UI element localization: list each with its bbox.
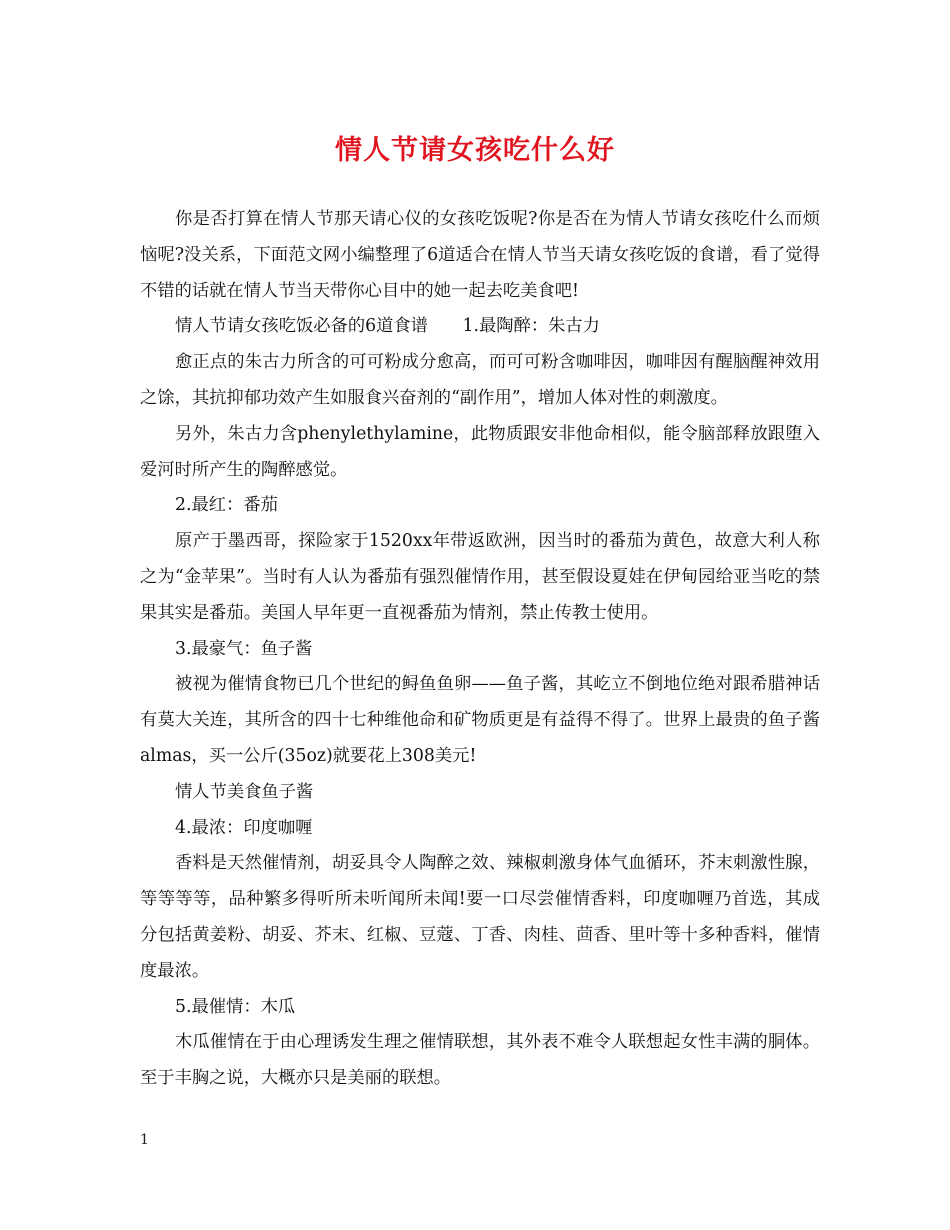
caption-caviar: 情人节美食鱼子酱 xyxy=(175,781,314,802)
heading-papaya: 5.最催情：木瓜 xyxy=(175,996,296,1017)
paragraph-chocolate-2: 另外，朱古力含phenylethylamine，此物质跟安非他命相似，能令脑部释放跟堕入爱河时所产生的陶醉感觉。 xyxy=(140,423,820,480)
heading-tomato: 2.最红：番茄 xyxy=(175,495,278,516)
paragraph-intro: 你是否打算在情人节那天请心仪的女孩吃饭呢?你是否在为情人节请女孩吃什么而烦恼呢?没关系，下面范文网小编整理了6道适合在情人节当天请女孩吃饭的食谱，看了觉得不错的话就在情人节当天带你心目中的她一起去吃美食吧! xyxy=(140,209,820,301)
paragraph-curry: 香料是天然催情剂，胡妥具令人陶醉之效、辣椒刺激身体气血循环，芥末刺激性腺，等等等等，品种繁多得听所未听闻所未闻!要一口尽尝催情香料，印度咖喱乃首选，其成分包括黄姜粉、胡妥、芥末、红椒、豆蔻、丁香、肉桂、茴香、里叶等十多种香料，催情度最浓。 xyxy=(140,853,820,981)
paragraph-tomato: 原产于墨西哥，探险家于1520xx年带返欧洲，因当时的番茄为黄色，故意大利人称之为“金苹果”。当时有人认为番茄有强烈催情作用，甚至假设夏娃在伊甸园给亚当吃的禁果其实是番茄。美国人早年更一直视番茄为情剂，禁止传教士使用。 xyxy=(140,531,820,623)
document-body xyxy=(140,202,820,1097)
paragraph-papaya: 木瓜催情在于由心理诱发生理之催情联想，其外表不难令人联想起女性丰满的胴体。至于丰胸之说，大概亦只是美丽的联想。 xyxy=(140,1032,820,1089)
heading-curry: 4.最浓：印度咖喱 xyxy=(175,817,313,838)
document-title: 情人节请女孩吃什么好 xyxy=(335,135,615,166)
heading-caviar: 3.最豪气：鱼子酱 xyxy=(175,638,313,659)
paragraph-recipes-heading: 情人节请女孩吃饭必备的6道食谱 1.最陶醉：朱古力 xyxy=(175,316,600,337)
paragraph-chocolate-1: 愈正点的朱古力所含的可可粉成分愈高，而可可粉含咖啡因，咖啡因有醒脑醒神效用之馀，其抗抑郁功效产生如服食兴奋剂的“副作用”，增加人体对性的刺激度。 xyxy=(140,352,820,408)
page-number: 1 xyxy=(140,1132,149,1148)
paragraph-caviar: 被视为催情食物已几个世纪的鲟鱼鱼卵——鱼子酱，其屹立不倒地位绝对跟希腊神话有莫大关连，其所含的四十七种维他命和矿物质更是有益得不得了。世界上最贵的鱼子酱almas，买一公斤(35oz)就要花上308美元! xyxy=(140,674,820,766)
